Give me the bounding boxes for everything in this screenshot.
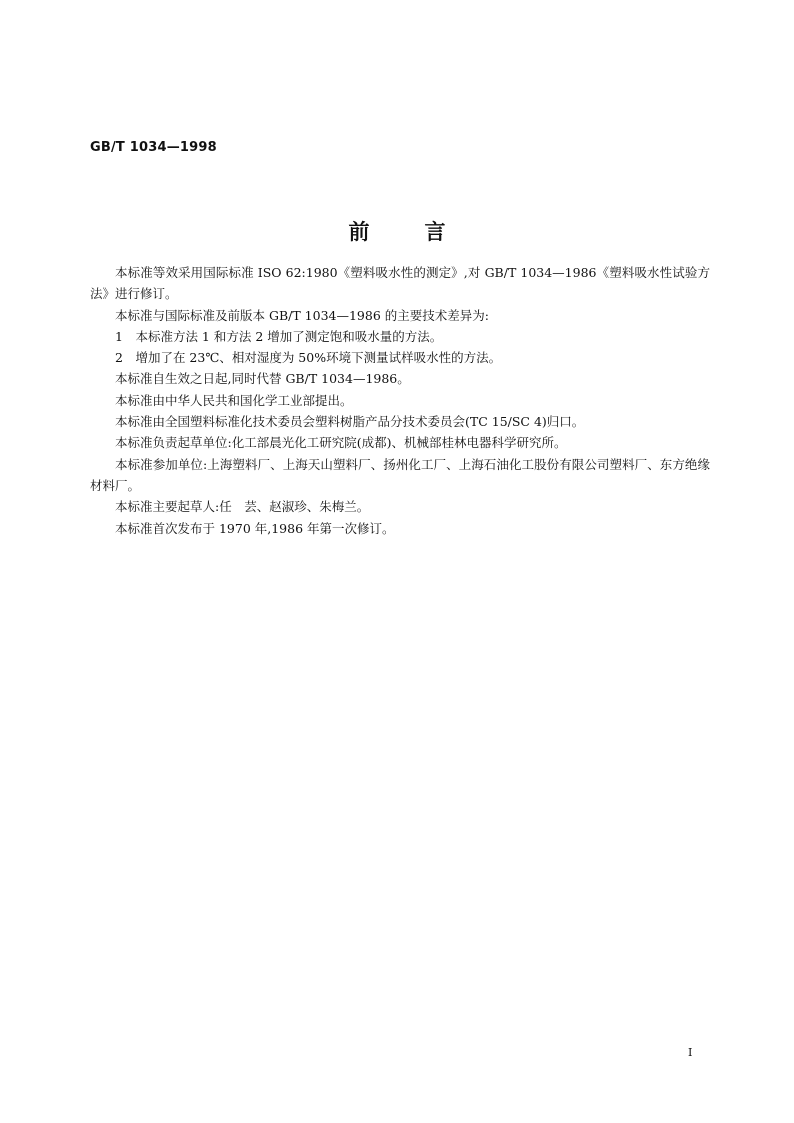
- paragraph: 本标准由中华人民共和国化学工业部提出。: [115, 392, 353, 408]
- paragraph: 本标准主要起草人:任 芸、赵淑珍、朱梅兰。: [115, 499, 370, 515]
- foreword-body: [90, 262, 710, 539]
- title-char-1: 前: [348, 219, 370, 244]
- page-title: [0, 216, 794, 246]
- paragraph: 本标准等效采用国际标准 ISO 62:1980《塑料吸水性的测定》,对 GB/T 1034—1986《塑料吸水性试验方法》进行修订。: [90, 265, 710, 302]
- standard-code: GB/T 1034—1998: [90, 140, 217, 155]
- paragraph: 本标准参加单位:上海塑料厂、上海天山塑料厂、扬州化工厂、上海石油化工股份有限公司塑料厂、东方绝缘材料厂。: [90, 456, 710, 493]
- title-char-2: 言: [424, 219, 446, 244]
- paragraph: 本标准负责起草单位:化工部晨光化工研究院(成都)、机械部桂林电器科学研究所。: [115, 435, 567, 451]
- list-item: 1 本标准方法 1 和方法 2 增加了测定饱和吸水量的方法。: [115, 328, 443, 344]
- list-item: 2 增加了在 23℃、相对湿度为 50%环境下测量试样吸水性的方法。: [115, 350, 502, 366]
- paragraph: 本标准与国际标准及前版本 GB/T 1034—1986 的主要技术差异为:: [115, 307, 489, 323]
- paragraph: 本标准由全国塑料标准化技术委员会塑料树脂产品分技术委员会(TC 15/SC 4)归口。: [115, 414, 585, 430]
- page-number: I: [688, 1046, 693, 1059]
- paragraph: 本标准首次发布于 1970 年,1986 年第一次修订。: [115, 520, 395, 536]
- paragraph: 本标准自生效之日起,同时代替 GB/T 1034—1986。: [115, 371, 410, 387]
